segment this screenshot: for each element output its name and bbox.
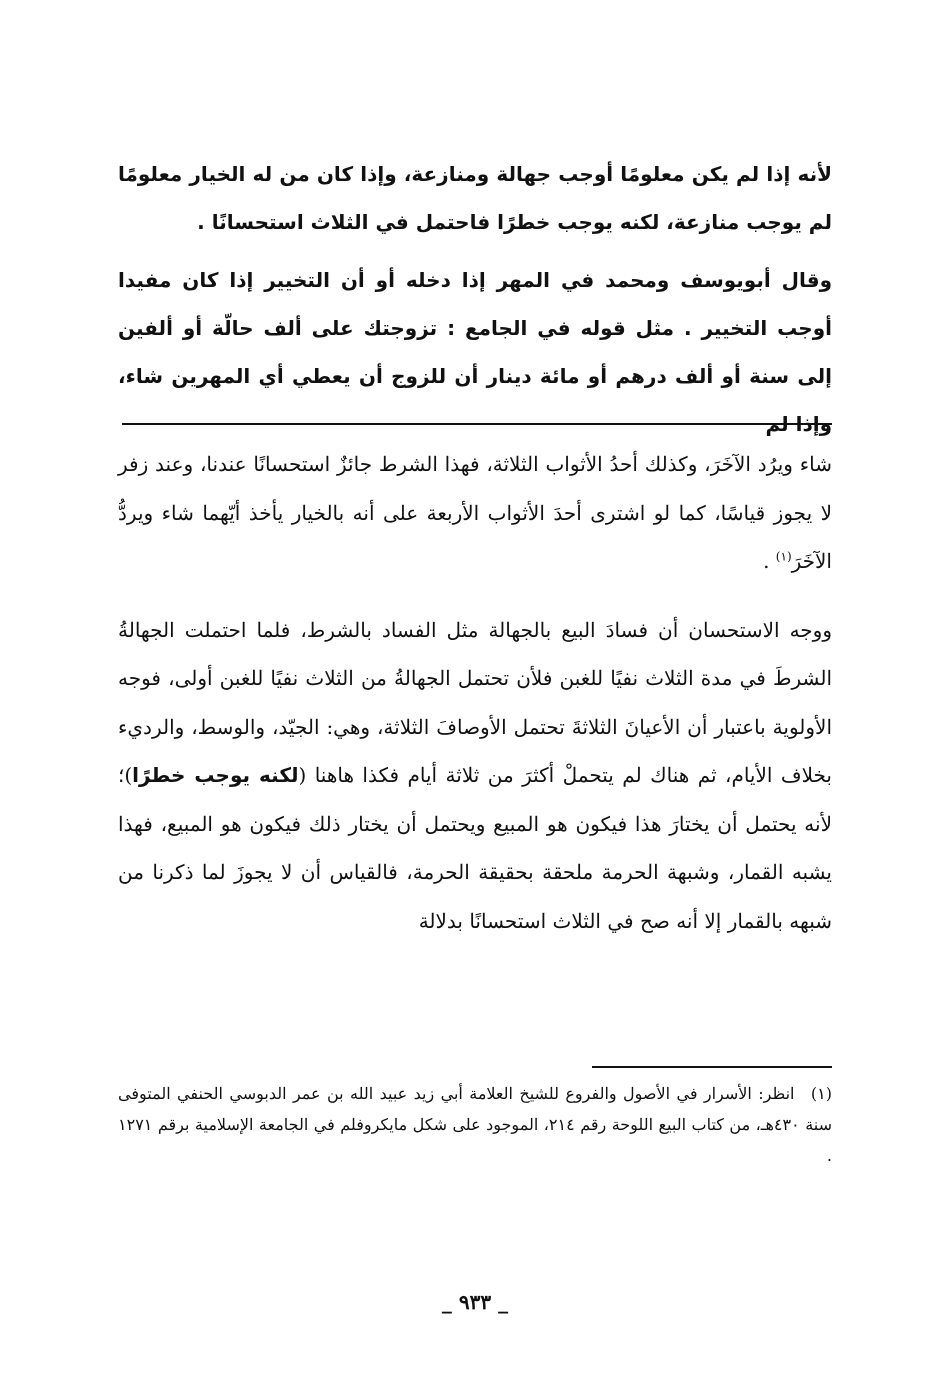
footnote bbox=[118, 1078, 832, 1171]
sharh-text-block bbox=[118, 440, 832, 965]
footnote-separator-rule bbox=[592, 1066, 832, 1068]
sharh-paragraph-2-before: ووجه الاستحسان أن فسادَ البيع بالجهالة مثل الفساد بالشرط، فلما احتملت الجهالةُ الشرطَ في مدة الثلاث نفيًا للغبن فلأن تحتمل الجهالةُ من الثلاث نفيًا للغبن أولى، فوجه الأولوية باعتبار أن الأعيانَ الثلاثةَ تحتمل الأوصافَ الثلاثة، وهي: الجيّد، والوسط، والرديء بخلاف الأيام، ثم هناك لم يتحملْ أكثرَ من ثلاثة أيام فكذا هاهنا ( bbox=[118, 617, 833, 787]
quoted-matn-phrase: لكنه يوجب خطرًا bbox=[132, 763, 299, 787]
footnote-reference: (١) bbox=[775, 549, 792, 564]
matn-separator-rule bbox=[122, 423, 832, 425]
sharh-paragraph-2 bbox=[118, 606, 832, 946]
sharh-paragraph-1-text: شاء ويرُد الآخَرَ، وكذلك أحدُ الأثواب الثلاثة، فهذا الشرط جائزٌ استحسانًا عندنا، وعند زفر لا يجوز قياسًا، كما لو اشترى أحدَ الأثواب الأربعة على أنه بالخيار يأخذ أيّهما شاء ويردُّ الآخَرَ bbox=[118, 452, 832, 573]
matn-paragraph-1: لأنه إذا لم يكن معلومًا أوجب جهالة ومنازعة، وإذا كان من له الخيار معلومًا لم يوجب منازعة، لكنه يوجب خطرًا فاحتمل في الثلاث استحسانًا . bbox=[118, 162, 832, 234]
footnote-number: (١) bbox=[810, 1084, 832, 1103]
matn-paragraph-2: وقال أبويوسف ومحمد في المهر إذا دخله أو أن التخيير إذا كان مفيدا أوجب التخيير . مثل قوله في الجامع : تزوجتك على ألف حالّة أو ألفين إلى سنة أو ألف درهم أو مائة دينار أن للزوج أن يعطي أي المهرين شاء، وإذا لم bbox=[118, 268, 832, 436]
sharh-paragraph-2-after: )؛ لأنه يحتمل أن يختارَ هذا فيكون هو المبيع ويحتمل أن يختار ذلك فيكون هو المبيع، فهذا يشبه القمار، وشبهة الحرمة ملحقة بحقيقة الحرمة، فالقياس أن لا يجوزَ لما ذكرنا من شبهه بالقمار إلا أنه صح في الثلاث استحسانًا بدلالة bbox=[118, 763, 832, 933]
sharh-paragraph-1-end: . bbox=[763, 549, 776, 573]
footnote-text: انظر: الأسرار في الأصول والفروع للشيخ العلامة أبي زيد عبيد الله بن عمر الدبوسي الحنفي المتوفى سنة ٤٣٠هـ، من كتاب البيع اللوحة رقم ٢١٤، الموجود على شكل مايكروفلم في الجامعة الإسلامية برقم ١٢٧١ . bbox=[118, 1084, 833, 1165]
sharh-paragraph-1 bbox=[118, 440, 832, 586]
matn-text-block bbox=[118, 150, 832, 458]
page-number: _ ٩٣٣ _ bbox=[441, 1290, 509, 1314]
